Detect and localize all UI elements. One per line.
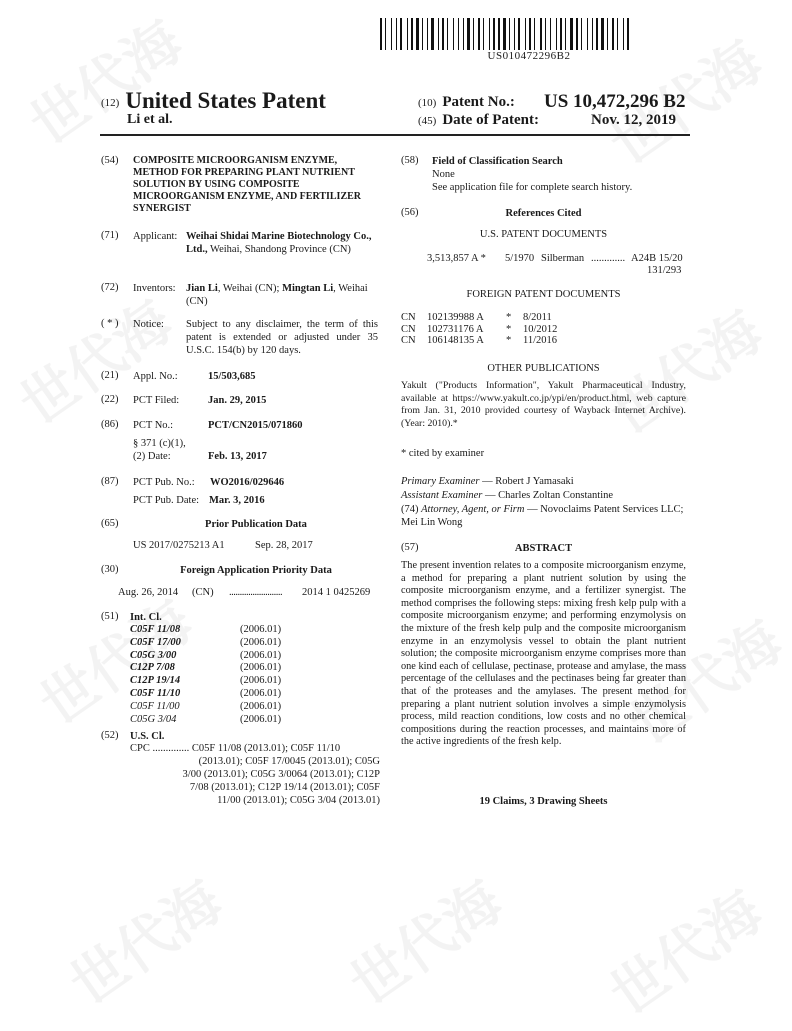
claims-summary: 19 Claims, 3 Drawing Sheets xyxy=(479,796,608,807)
int-cl-label: Int. Cl. xyxy=(130,612,162,623)
barcode-bar xyxy=(489,18,490,50)
barcode-bar xyxy=(416,18,419,50)
barcode-bar xyxy=(596,18,598,50)
barcode-gap xyxy=(521,18,524,50)
pub-date-label: PCT Pub. Date: xyxy=(133,495,200,506)
cpc-line: 3/00 (2013.01); C05G 3/0064 (2013.01); C12P xyxy=(182,769,380,780)
us-doc-class: A24B 15/20 xyxy=(631,253,683,264)
int-cl-class: C05G 3/04 xyxy=(130,713,177,725)
pub-no-label: PCT Pub. No.: xyxy=(133,477,195,488)
barcode-gap xyxy=(599,18,600,50)
barcode-bar xyxy=(411,18,413,50)
pct-no-label: PCT No.: xyxy=(133,420,174,431)
inid-71: (71) xyxy=(101,230,119,241)
int-cl-class: C12P 19/14 xyxy=(130,675,181,687)
barcode-gap xyxy=(481,18,482,50)
appl-label: Appl. No.: xyxy=(133,371,178,382)
appl-no: 15/503,685 xyxy=(208,371,256,382)
barcode-bar xyxy=(576,18,578,50)
barcode-bar xyxy=(447,18,448,50)
cpc-line: (2013.01); C05F 17/0045 (2013.01); C05G xyxy=(198,756,380,767)
inventors: Jian Li, Weihai (CN); Mingtan Li, Weihai (CN) xyxy=(186,283,368,307)
s371-label: § 371 (c)(1), xyxy=(133,438,186,449)
barcode-gap xyxy=(460,18,462,50)
s371-date: Feb. 13, 2017 xyxy=(208,451,267,462)
barcode-bar xyxy=(438,18,439,50)
barcode-gap xyxy=(589,18,591,50)
attorney: (74) Attorney, Agent, or Firm — Novoclaims Patent Services LLC; Mei Lin Wong xyxy=(401,504,684,528)
barcode-bar xyxy=(422,18,423,50)
barcode-gap xyxy=(567,18,569,50)
barcode-gap xyxy=(449,18,452,50)
int-cl-class: C05G 3/00 xyxy=(130,649,177,661)
barcode-number: US010472296B2 xyxy=(487,50,571,62)
s371-date-label: (2) Date: xyxy=(133,451,171,462)
foreign-doc-date: 11/2016 xyxy=(523,335,558,346)
barcode-gap xyxy=(609,18,611,50)
barcode-gap xyxy=(471,18,472,50)
barcode-gap xyxy=(563,18,564,50)
inid-54: (54) xyxy=(101,155,119,166)
foreign-doc-star: * xyxy=(506,335,512,346)
barcode-bar xyxy=(587,18,588,50)
barcode-bar xyxy=(518,18,520,50)
barcode-bar xyxy=(534,18,535,50)
barcode-gap xyxy=(455,18,457,50)
barcode-gap xyxy=(605,18,606,50)
barcode-bar xyxy=(607,18,608,50)
field-search-heading: Field of Classification Search xyxy=(432,156,563,167)
watermark xyxy=(592,869,776,1031)
int-cl-class: C05F 11/00 xyxy=(130,700,180,712)
int-cl-class: C05F 11/10 xyxy=(130,688,181,699)
watermark xyxy=(2,279,186,441)
barcode-gap xyxy=(445,18,446,50)
invention-title: COMPOSITE MICROORGANISM ENZYME, METHOD FOR PREPARING PLANT NUTRIENT SOLUTION BY USING COMPOSITE MICROORGANISM ENZYME, AND FERTILIZER SYNERGIST xyxy=(133,155,362,214)
int-cl-version: (2006.01) xyxy=(240,624,282,635)
foreign-docs-heading: FOREIGN PATENT DOCUMENTS xyxy=(466,289,621,300)
assistant-examiner: Assistant Examiner — Charles Zoltan Constantine xyxy=(401,490,614,501)
barcode-bar xyxy=(565,18,566,50)
foreign-doc-star: * xyxy=(506,312,512,323)
barcode-gap xyxy=(527,18,528,50)
us-doc-date: 5/1970 xyxy=(505,253,535,264)
barcode-gap xyxy=(496,18,497,50)
barcode-bar xyxy=(463,18,464,50)
barcode-bar xyxy=(396,18,397,50)
barcode-gap xyxy=(387,18,390,50)
int-cl-version: (2006.01) xyxy=(240,662,282,674)
barcode-gap xyxy=(552,18,555,50)
title-text: United States Patent xyxy=(125,88,326,113)
barcode-gap xyxy=(619,18,622,50)
barcode-gap xyxy=(579,18,580,50)
barcode-bar xyxy=(601,18,604,50)
barcode-gap xyxy=(398,18,399,50)
field-search-none: None xyxy=(432,169,455,180)
barcode-gap xyxy=(594,18,595,50)
barcode-bar xyxy=(560,18,562,50)
prior-pub-no: US 2017/0275213 A1 xyxy=(133,540,225,551)
barcode-bar xyxy=(545,18,546,50)
barcode-bar xyxy=(627,18,629,50)
inid-86: (86) xyxy=(101,419,119,430)
barcode-bar xyxy=(483,18,484,50)
barcode-bar xyxy=(458,18,459,50)
barcode-gap xyxy=(574,18,575,50)
us-doc-number: 3,513,857 A * xyxy=(427,253,486,264)
foreign-priority-country: (CN) xyxy=(192,587,214,598)
barcode-gap xyxy=(511,18,513,50)
barcode-gap xyxy=(615,18,616,50)
inid-51: (51) xyxy=(101,611,119,622)
foreign-doc-no: 102731176 A xyxy=(427,323,484,335)
foreign-doc-no: 106148135 A xyxy=(427,335,484,346)
barcode-bar xyxy=(617,18,618,50)
header-rule xyxy=(100,134,690,136)
inid-72: (72) xyxy=(101,282,119,293)
int-cl-class: C12P 7/08 xyxy=(130,662,175,674)
foreign-doc-cc: CN xyxy=(401,323,416,335)
inid-30: (30) xyxy=(101,564,119,575)
barcode-bar xyxy=(529,18,531,50)
date-of-patent-line: (45) Date of Patent: xyxy=(418,112,539,128)
barcode-gap xyxy=(547,18,549,50)
barcode-bar xyxy=(493,18,495,50)
barcode-gap xyxy=(543,18,544,50)
int-cl-row xyxy=(130,662,330,674)
inid-56: (56) xyxy=(401,207,419,218)
foreign-priority-heading: Foreign Application Priority Data xyxy=(180,565,332,576)
barcode xyxy=(380,18,678,50)
barcode-bar xyxy=(623,18,624,50)
barcode-gap xyxy=(393,18,395,50)
pub-no: WO2016/029646 xyxy=(210,477,285,488)
barcode-gap xyxy=(409,18,410,50)
barcode-bar xyxy=(427,18,428,50)
watermark xyxy=(52,859,236,1021)
barcode-gap xyxy=(507,18,508,50)
pct-filed-label: PCT Filed: xyxy=(133,395,180,406)
barcode-bar xyxy=(570,18,573,50)
cpc-line: 7/08 (2013.01); C12P 19/14 (2013.01); C05F xyxy=(189,782,380,793)
int-cl-row xyxy=(130,624,330,636)
date-of-patent: Nov. 12, 2019 xyxy=(591,112,677,128)
barcode-gap xyxy=(491,18,492,50)
us-docs-heading: U.S. PATENT DOCUMENTS xyxy=(479,229,608,240)
barcode-gap xyxy=(485,18,488,50)
barcode-bar xyxy=(525,18,526,50)
barcode-bar xyxy=(385,18,386,50)
us-cl-label: U.S. Cl. xyxy=(130,731,165,742)
barcode-gap xyxy=(424,18,426,50)
pct-no: PCT/CN2015/071860 xyxy=(208,420,303,431)
watermark xyxy=(332,859,516,1021)
barcode-gap xyxy=(429,18,430,50)
notice-text: Subject to any disclaimer, the term of this patent is extended or adjusted under 35 U.S.C. 154(b) by 120 days. xyxy=(186,319,378,356)
foreign-priority-no: 2014 1 0425269 xyxy=(302,587,371,598)
barcode-gap xyxy=(475,18,477,50)
abstract-text: The present invention relates to a composite microorganism enzyme, a method for preparing a plant nutrient solution by using the composite microorganism enzyme, and a fertilizer synergist. The method comprises the following steps: mixing fresh kelp pulp with a composite microorganism enzyme; and performing enzymolysis on the mixture of the fresh kelp pulp and the composite microorganism enzyme in an enzymolysis vessel to obtain the plant nutrient solution; the composite microorganism enzyme comprises more than one kind each of cellulase, pectinase, protease and amylase, the mass percentage of the cellulases and the pectinases being far greater than that of the proteases and the amylases. The present method for preparing a plant nutrient solution involves a simple enzymolysis process, mild reaction conditions, low costs and no other chemical compositions during the reaction processes, and maintains more of the active ingredients of the fresh kelp. xyxy=(401,560,686,748)
inid-57: (57) xyxy=(401,542,419,553)
barcode-gap xyxy=(625,18,626,50)
us-doc-class: 131/293 xyxy=(647,265,682,276)
foreign-priority-date: Aug. 26, 2014 xyxy=(118,587,179,598)
barcode-bar xyxy=(498,18,500,50)
foreign-doc-cc: CN xyxy=(401,312,416,323)
int-cl-class: C05F 17/00 xyxy=(130,636,181,648)
barcode-bar xyxy=(431,18,434,50)
barcode-bar xyxy=(473,18,474,50)
cited-by-examiner: * cited by examiner xyxy=(401,448,485,459)
barcode-gap xyxy=(583,18,586,50)
barcode-bar xyxy=(442,18,444,50)
us-doc-dots: ............. xyxy=(591,253,626,264)
barcode-bar xyxy=(612,18,614,50)
notice-label: Notice: xyxy=(133,319,164,330)
other-pub-text: Yakult ("Products Information", Yakult Pharmaceutical Industry, available at https://www.yakult.co.jp/ypi/en/product.html, web capture from Jan. 31, 2010 provided courtesy of Wayback Internet Archive). (Year: 2010).* xyxy=(401,380,686,429)
barcode-gap xyxy=(435,18,437,50)
applicant: Weihai Shidai Marine Biotechnology Co., Ltd., Weihai, Shandong Province (CN) xyxy=(186,231,372,255)
patent-number-line: (10) Patent No.: xyxy=(418,94,515,110)
barcode-bar xyxy=(514,18,515,50)
barcode-bar xyxy=(540,18,542,50)
other-pubs-heading: OTHER PUBLICATIONS xyxy=(487,363,600,374)
inventors-label: Inventors: xyxy=(133,283,176,294)
pub-date: Mar. 3, 2016 xyxy=(209,495,265,506)
barcode-bar xyxy=(400,18,402,50)
authors: Li et al. xyxy=(127,112,173,127)
barcode-gap xyxy=(383,18,384,50)
prior-pub-date: Sep. 28, 2017 xyxy=(255,540,313,551)
inid-58: (58) xyxy=(401,155,419,166)
inid-52: (52) xyxy=(101,730,119,741)
abstract-heading: ABSTRACT xyxy=(514,543,573,554)
barcode-gap xyxy=(558,18,559,50)
inid-notice: ( * ) xyxy=(101,318,119,329)
prior-pub-heading: Prior Publication Data xyxy=(205,519,307,530)
foreign-doc-cc: CN xyxy=(401,335,416,346)
barcode-bar xyxy=(391,18,392,50)
patent-number: US 10,472,296 B2 xyxy=(544,91,686,112)
barcode-bar xyxy=(380,18,382,50)
barcode-gap xyxy=(403,18,406,50)
barcode-gap xyxy=(420,18,421,50)
us-doc-name: Silberman xyxy=(541,253,585,264)
int-cl-row xyxy=(130,637,330,649)
barcode-bar xyxy=(556,18,557,50)
patent-header-title xyxy=(101,88,326,114)
primary-examiner: Primary Examiner — Robert J Yamasaki xyxy=(401,476,574,487)
int-cl-version: (2006.01) xyxy=(240,636,282,648)
references-heading: References Cited xyxy=(505,208,582,219)
inid-87: (87) xyxy=(101,476,119,487)
code-12: (12) xyxy=(101,96,120,109)
barcode-bar xyxy=(453,18,454,50)
barcode-gap xyxy=(516,18,517,50)
barcode-gap xyxy=(532,18,533,50)
int-cl-version: (2006.01) xyxy=(240,649,282,661)
foreign-doc-date: 8/2011 xyxy=(523,312,552,323)
barcode-bar xyxy=(503,18,506,50)
barcode-bar xyxy=(592,18,593,50)
int-cl-version: (2006.01) xyxy=(240,700,282,712)
barcode-bar xyxy=(407,18,408,50)
int-cl-row xyxy=(130,688,330,700)
barcode-bar xyxy=(509,18,510,50)
field-search-note: See application file for complete search history. xyxy=(432,182,633,193)
inid-22: (22) xyxy=(101,394,119,405)
int-cl-row xyxy=(130,675,330,687)
barcode-gap xyxy=(465,18,466,50)
int-cl-row xyxy=(130,650,330,662)
cpc-line: CPC .............. C05F 11/08 (2013.01); C05F 11/10 xyxy=(130,743,341,754)
inid-21: (21) xyxy=(101,370,119,381)
barcode-gap xyxy=(536,18,539,50)
barcode-gap xyxy=(630,18,631,50)
foreign-doc-no: 102139988 A xyxy=(427,312,484,323)
foreign-doc-date: 10/2012 xyxy=(523,323,558,335)
barcode-bar xyxy=(478,18,480,50)
barcode-bar xyxy=(467,18,470,50)
pct-filed: Jan. 29, 2015 xyxy=(208,395,267,406)
barcode-bar xyxy=(581,18,582,50)
cpc-line: 11/00 (2013.01); C05G 3/04 (2013.01) xyxy=(217,795,380,806)
barcode-gap xyxy=(440,18,441,50)
int-cl-version: (2006.01) xyxy=(240,688,282,699)
int-cl-version: (2006.01) xyxy=(240,713,282,725)
int-cl-row xyxy=(130,714,330,726)
inid-65: (65) xyxy=(101,518,119,529)
watermark xyxy=(12,0,196,161)
barcode-bar xyxy=(550,18,551,50)
foreign-doc-star: * xyxy=(506,323,512,335)
applicant-label: Applicant: xyxy=(133,231,178,242)
barcode-gap xyxy=(501,18,502,50)
int-cl-class: C05F 11/08 xyxy=(130,624,181,635)
barcode-gap xyxy=(414,18,415,50)
foreign-priority-dots: ......................... xyxy=(229,587,283,598)
int-cl-version: (2006.01) xyxy=(240,675,282,687)
int-cl-row xyxy=(130,701,330,713)
